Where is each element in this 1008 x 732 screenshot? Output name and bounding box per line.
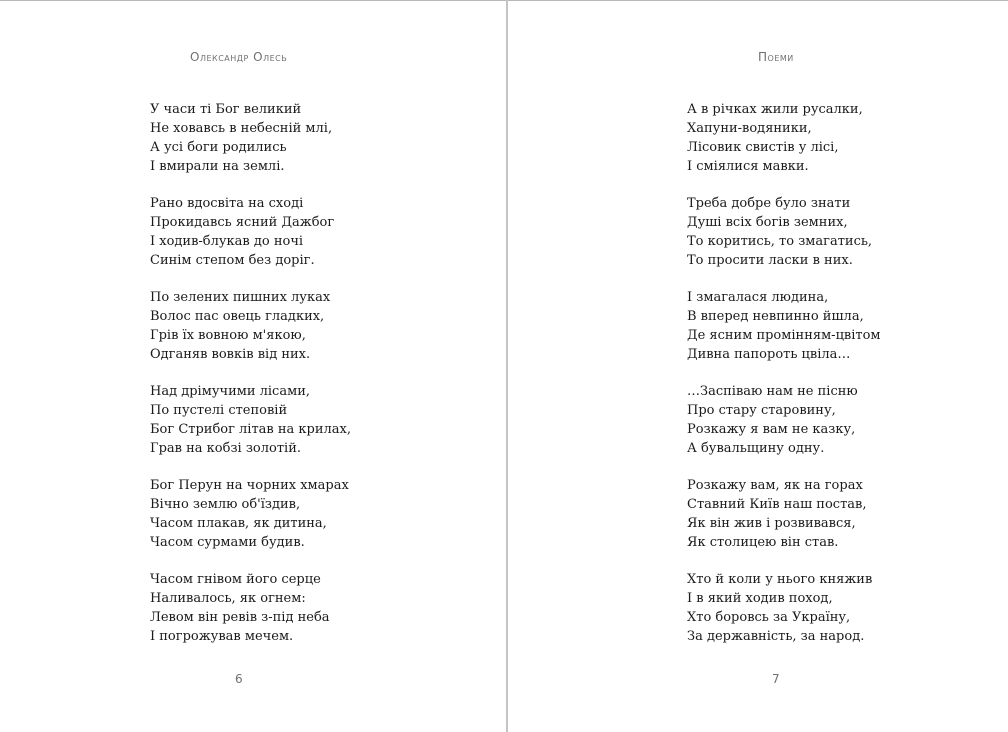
poem-text-right [687,100,881,664]
verse-line: Не ховавсь в небесній млі, [150,121,333,136]
verse-line: І змагалася людина, [687,290,829,305]
verse-line: Грав на кобзі золотій. [150,441,301,456]
verse-line: І погрожував мечем. [150,629,294,644]
verse-line: Вічно землю об'їздив, [150,497,301,512]
running-head-section: Поеми [758,50,794,64]
verse-line: А бувальщину одну. [687,441,825,456]
verse-line: І в який ходив поход, [687,591,833,606]
verse-line: По пустелі степовій [150,403,288,418]
verse-line: Ставний Київ наш постав, [687,497,867,512]
stanza [687,100,881,176]
verse-line: Прокидавсь ясний Дажбог [150,215,335,230]
stanza [687,288,881,364]
verse-line: У часи ті Бог великий [150,102,302,117]
stanza [687,476,881,552]
stanza [150,288,351,364]
verse-line: Рано вдосвіта на сході [150,196,304,211]
poem-text-left [150,100,351,664]
stanza [687,194,881,270]
verse-line: Про стару старовину, [687,403,836,418]
verse-line: Левом він ревів з-під неба [150,610,330,625]
verse-line: Як столицею він став. [687,535,839,550]
verse-line: Часом сурмами будив. [150,535,305,550]
verse-line: То коритись, то змагатись, [687,234,873,249]
verse-line: В вперед невпинно йшла, [687,309,864,324]
verse-line: По зелених пишних луках [150,290,331,305]
verse-line: За державність, за народ. [687,629,865,644]
verse-line: Душі всіх богів земних, [687,215,848,230]
verse-line: Наливалось, як огнем: [150,591,306,606]
verse-line: Синім степом без доріг. [150,253,315,268]
stanza [150,194,351,270]
stanza [150,570,351,646]
verse-line: А в річках жили русалки, [687,102,863,117]
verse-line: Дивна папороть цвіла… [687,347,851,362]
stanza [150,100,351,176]
verse-line: Як він жив і розвивався, [687,516,856,531]
verse-line: І вмирали на землі. [150,159,285,174]
verse-line: Лісовик свистів у лісі, [687,140,839,155]
page-number-right: 7 [772,672,780,686]
verse-line: Часом плакав, як дитина, [150,516,327,531]
verse-line: Розкажу вам, як на горах [687,478,863,493]
verse-line: І ходив-блукав до ночі [150,234,304,249]
page-number-left: 6 [235,672,243,686]
verse-line: Треба добре було знати [687,196,851,211]
stanza [687,382,881,458]
stanza [150,382,351,458]
verse-line: І сміялися мавки. [687,159,809,174]
running-head-author: Олександр Олесь [190,50,288,64]
verse-line: …Заспіваю нам не пісню [687,384,858,399]
verse-line: Хапуни-водяники, [687,121,812,136]
verse-line: Волос пас овець гладких, [150,309,325,324]
verse-line: Грів їх вовною м'якою, [150,328,306,343]
verse-line: Одганяв вовків від них. [150,347,311,362]
verse-line: Часом гнівом його серце [150,572,321,587]
verse-line: Хто боровсь за Україну, [687,610,851,625]
verse-line: А усі боги родились [150,140,287,155]
right-page [508,0,1008,732]
stanza [687,570,881,646]
verse-line: Хто й коли у нього княжив [687,572,873,587]
verse-line: Розкажу я вам не казку, [687,422,856,437]
verse-line: Над дрімучими лісами, [150,384,310,399]
verse-line: Бог Стрибог літав на крилах, [150,422,351,437]
verse-line: Де ясним промінням-цвітом [687,328,881,343]
verse-line: То просити ласки в них. [687,253,853,268]
stanza [150,476,351,552]
verse-line: Бог Перун на чорних хмарах [150,478,349,493]
